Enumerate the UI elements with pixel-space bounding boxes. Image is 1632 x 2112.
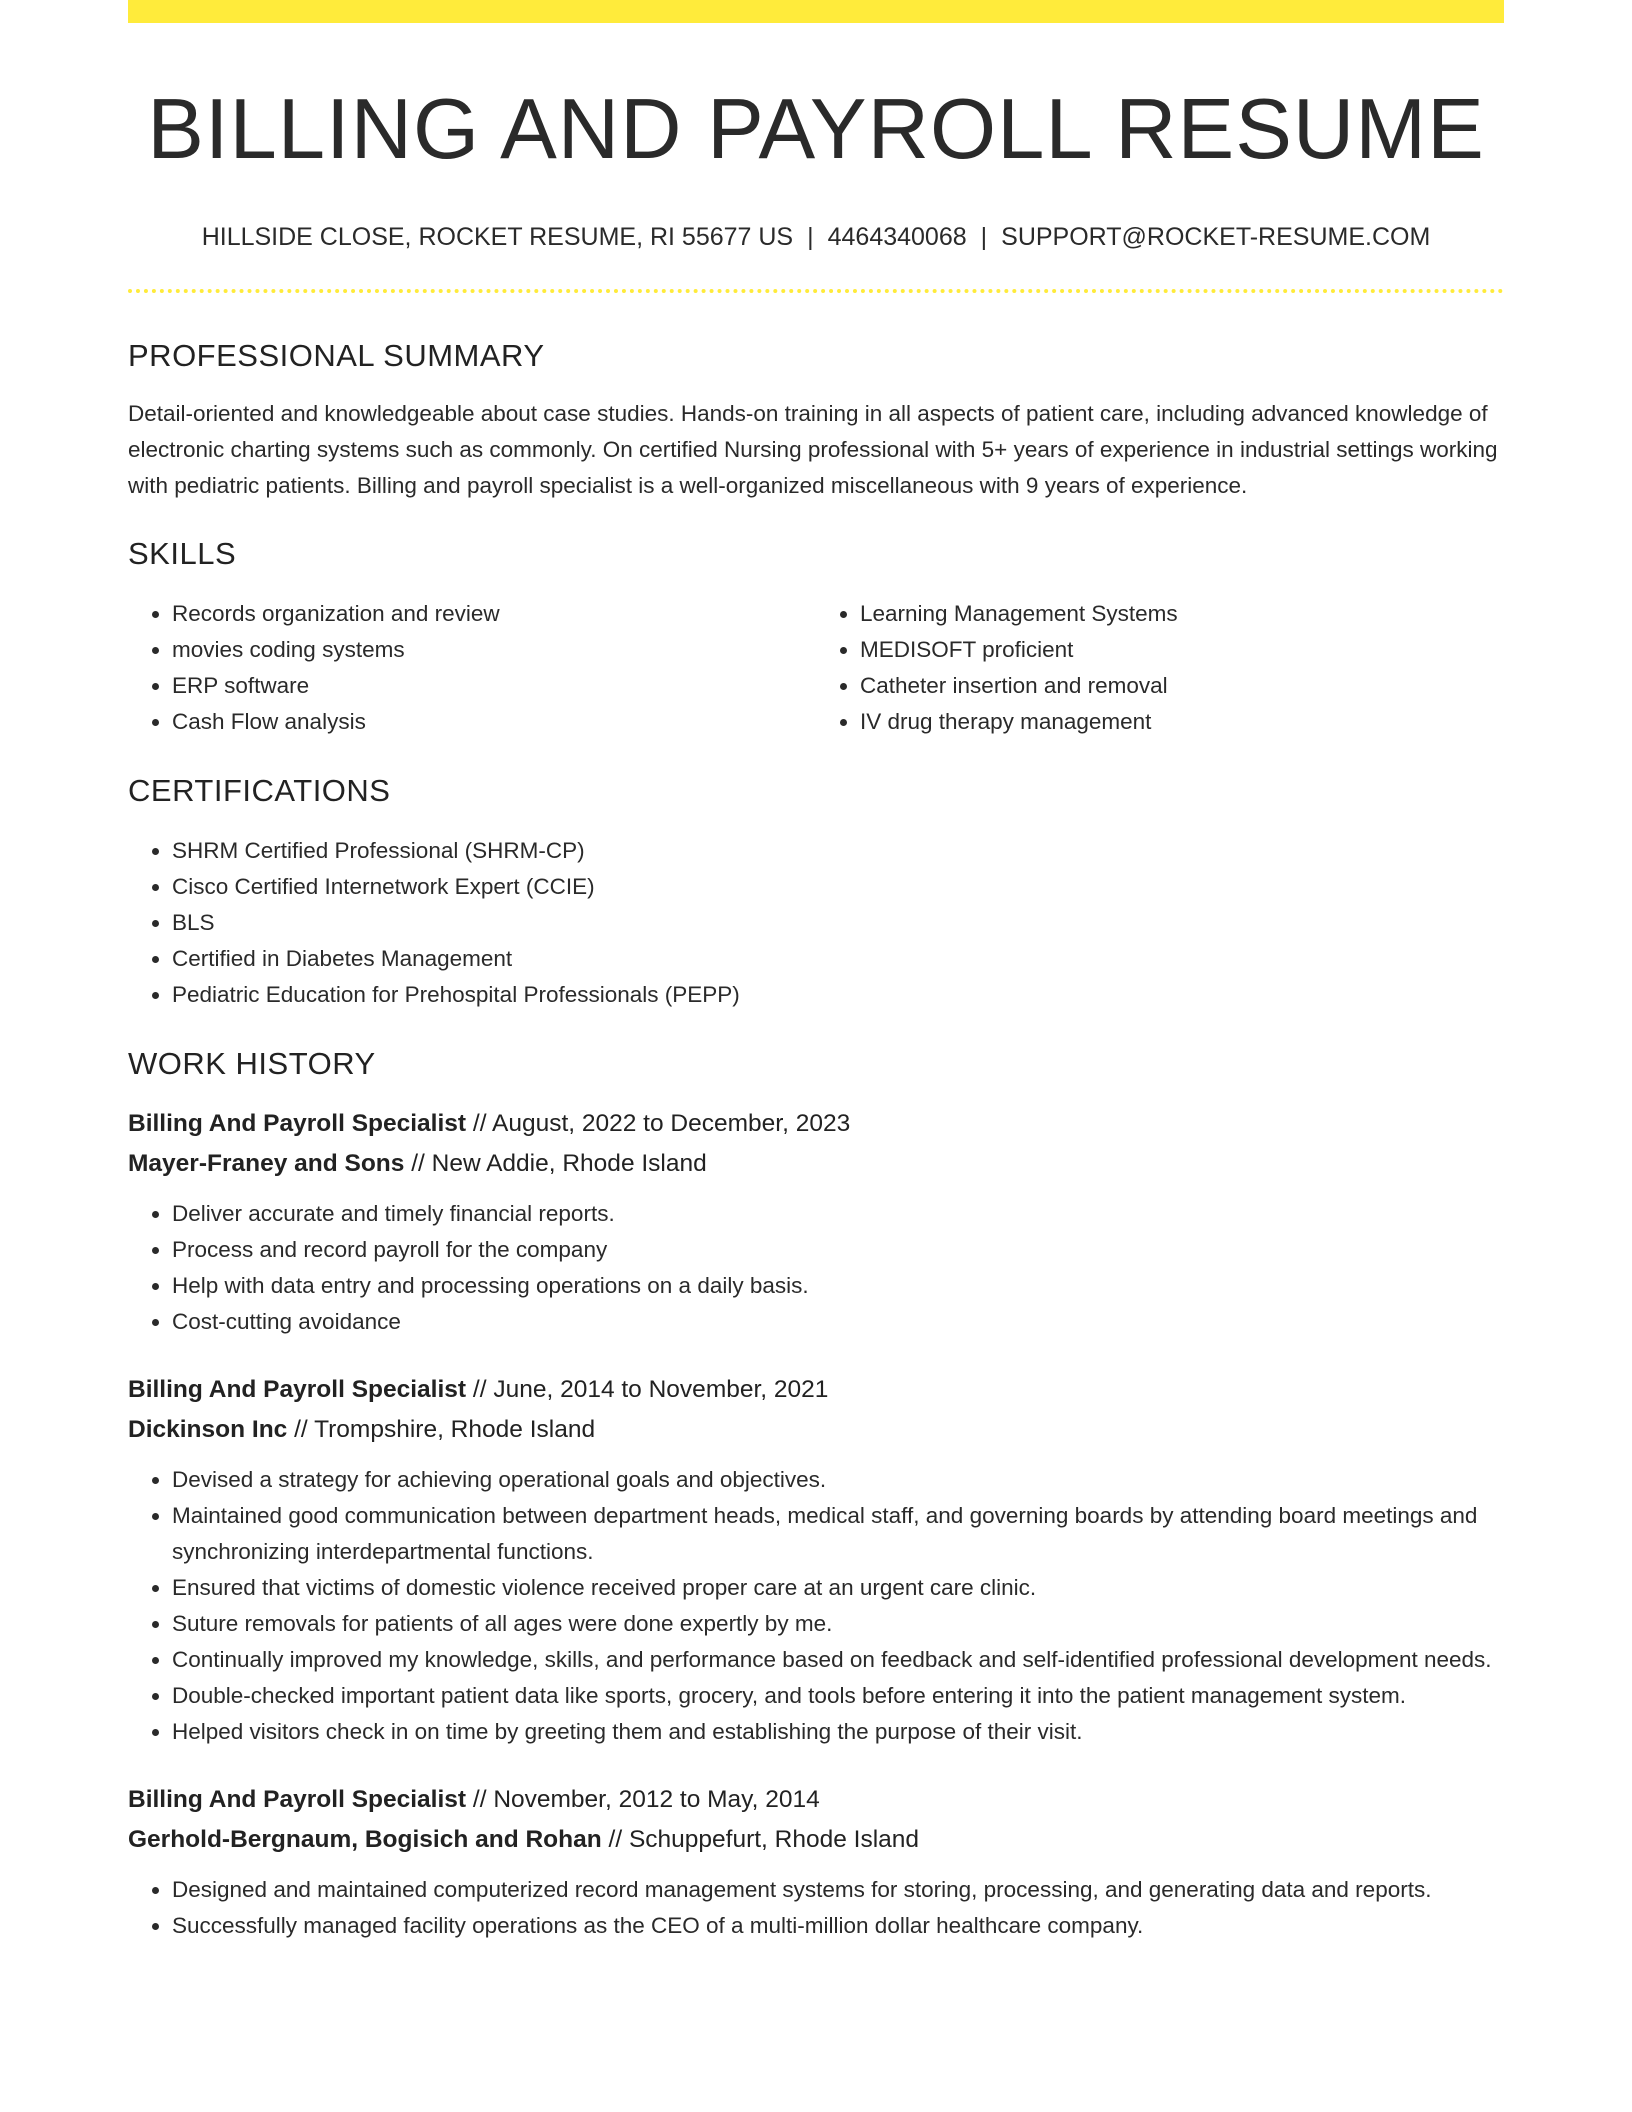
certifications-list [128, 833, 1504, 1013]
resume-page [128, 0, 1504, 1944]
job-bullets [128, 1462, 1504, 1750]
contact-separator: | [807, 222, 814, 251]
skill-item: • Catheter insertion and removal [860, 668, 1504, 704]
job-company-line [128, 1820, 1504, 1860]
job-separator: // [466, 1376, 494, 1404]
summary-text: Detail-oriented and knowledgeable about case studies. Hands-on training in all aspects of patient care, including advanced knowledge of electronic charting systems such as commonly. On certified Nursing professional with 5+ years of experience in industrial settings working with pediatric patients. Billing and payroll specialist is a well-organized miscellaneous with 9 years of experience. [128, 400, 1498, 498]
job-bullet: • Cost-cutting avoidance [172, 1304, 1504, 1340]
job-bullet: • Devised a strategy for achieving operational goals and objectives. [172, 1462, 1504, 1498]
job-title-line [128, 1370, 1504, 1410]
certification-item: • Certified in Diabetes Management [172, 941, 1504, 977]
job-title: Billing And Payroll Specialist [128, 1110, 467, 1138]
skill-item: • Records organization and review [172, 596, 816, 632]
skill-item: • Learning Management Systems [860, 596, 1504, 632]
skill-item: • IV drug therapy management [860, 704, 1504, 740]
job-bullet: • Designed and maintained computerized record management systems for storing, processing, and generating data and reports. [172, 1872, 1504, 1908]
job-bullet: • Suture removals for patients of all ages were done expertly by me. [172, 1606, 1504, 1642]
certification-item: • BLS [172, 905, 1504, 941]
job-dates: November, 2012 to May, 2014 [493, 1786, 820, 1814]
job-bullet: • Deliver accurate and timely financial reports. [172, 1196, 1504, 1232]
job-entry [128, 1780, 1504, 1944]
skill-item: • MEDISOFT proficient [860, 632, 1504, 668]
job-bullet: • Helped visitors check in on time by greeting them and establishing the purpose of their visit. [172, 1714, 1504, 1750]
contact-address: HILLSIDE CLOSE, ROCKET RESUME, RI 55677 US [201, 222, 794, 251]
resume-title: BILLING AND PAYROLL RESUME [147, 82, 1485, 177]
job-bullet: • Double-checked important patient data like sports, grocery, and tools before entering it into the patient management system. [172, 1678, 1504, 1714]
certification-item: • Cisco Certified Internetwork Expert (CCIE) [172, 869, 1504, 905]
job-separator: // [601, 1826, 629, 1854]
job-bullet: • Successfully managed facility operations as the CEO of a multi-million dollar healthcare company. [172, 1908, 1504, 1944]
certifications-heading: CERTIFICATIONS [128, 772, 391, 808]
job-title: Billing And Payroll Specialist [128, 1786, 467, 1814]
job-bullet: • Help with data entry and processing operations on a daily basis. [172, 1268, 1504, 1304]
job-separator: // [404, 1150, 432, 1178]
job-title-line [128, 1104, 1504, 1144]
contact-email: SUPPORT@ROCKET-RESUME.COM [1001, 222, 1431, 251]
job-entry [128, 1104, 1504, 1340]
job-bullet: • Ensured that victims of domestic violence received proper care at an urgent care clinic. [172, 1570, 1504, 1606]
skills-heading: SKILLS [128, 535, 237, 571]
job-separator: // [466, 1110, 492, 1138]
job-company-line [128, 1410, 1504, 1450]
job-company: Mayer-Franey and Sons [128, 1150, 405, 1178]
job-location: Trompshire, Rhode Island [314, 1416, 596, 1444]
job-entry [128, 1370, 1504, 1750]
job-bullets [128, 1872, 1504, 1944]
contact-line [128, 223, 1504, 252]
contact-separator: | [980, 222, 988, 251]
job-bullet: • Maintained good communication between department heads, medical staff, and governing boards by attending board meetings and synchronizing interdepartmental functions. [172, 1498, 1504, 1570]
skill-item: • Cash Flow analysis [172, 704, 816, 740]
skills-list [128, 596, 1504, 740]
job-company: Dickinson Inc [128, 1416, 288, 1444]
job-separator: // [287, 1416, 315, 1444]
job-location: Schuppefurt, Rhode Island [628, 1826, 920, 1854]
skills-column-right [816, 596, 1504, 740]
accent-top-bar [128, 0, 1504, 23]
dotted-divider [128, 289, 1504, 293]
certification-item: • Pediatric Education for Prehospital Professionals (PEPP) [172, 977, 1504, 1013]
job-separator: // [466, 1786, 494, 1814]
job-dates: June, 2014 to November, 2021 [493, 1376, 829, 1404]
contact-phone: 4464340068 [827, 222, 967, 251]
summary-heading: PROFESSIONAL SUMMARY [128, 337, 545, 373]
job-company: Gerhold-Bergnaum, Bogisich and Rohan [128, 1826, 602, 1854]
job-bullet: • Continually improved my knowledge, skills, and performance based on feedback and self-identified professional development needs. [172, 1642, 1504, 1678]
job-title-line [128, 1780, 1504, 1820]
job-dates: August, 2022 to December, 2023 [491, 1110, 851, 1138]
certification-item: • SHRM Certified Professional (SHRM-CP) [172, 833, 1504, 869]
job-location: New Addie, Rhode Island [431, 1150, 707, 1178]
skill-item: • movies coding systems [172, 632, 816, 668]
skill-item: • ERP software [172, 668, 816, 704]
skills-column-left [128, 596, 816, 740]
job-bullet: • Process and record payroll for the company [172, 1232, 1504, 1268]
job-bullets [128, 1196, 1504, 1340]
work-history-heading: WORK HISTORY [128, 1046, 376, 1082]
job-company-line [128, 1144, 1504, 1184]
job-title: Billing And Payroll Specialist [128, 1376, 467, 1404]
